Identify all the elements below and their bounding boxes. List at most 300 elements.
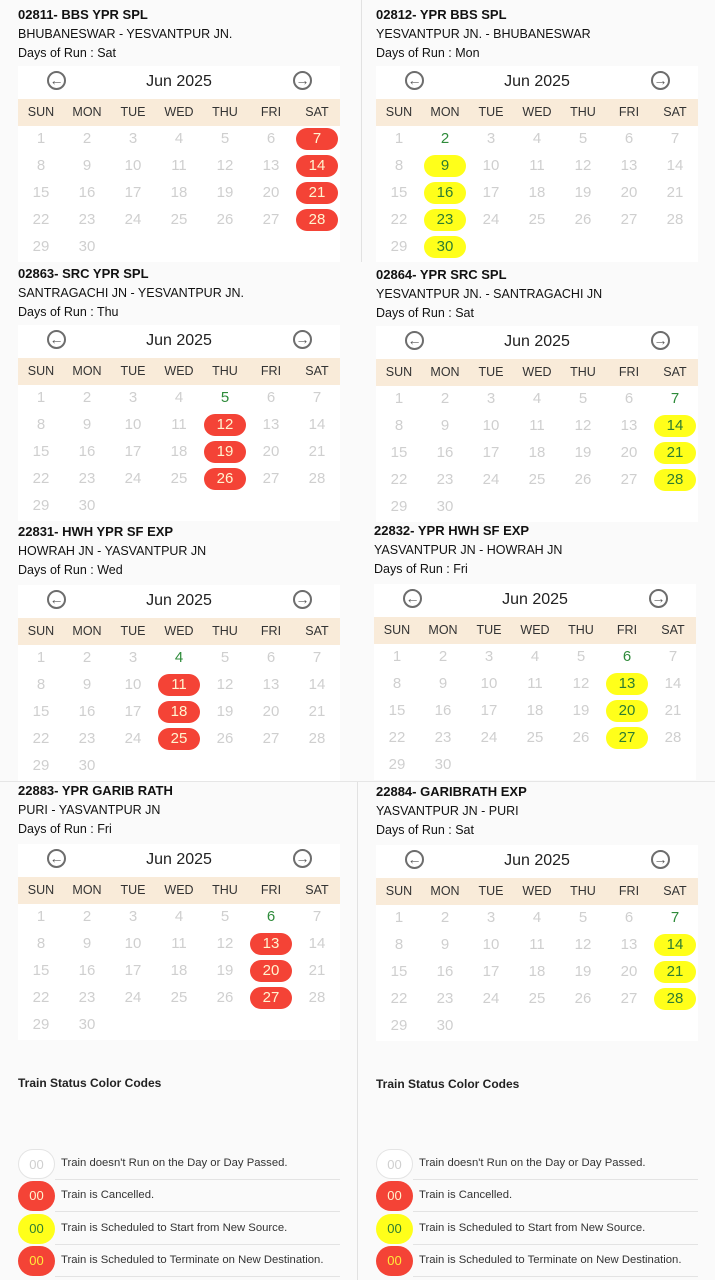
calendar-day[interactable]: 4: [530, 648, 540, 665]
calendar-day[interactable]: 6: [266, 908, 276, 925]
calendar-day[interactable]: 26: [574, 211, 592, 228]
previous-month-icon[interactable]: ←: [47, 71, 66, 90]
train-route: YESVANTPUR JN. - SANTRAGACHI JN: [376, 287, 603, 301]
calendar-day[interactable]: 24: [480, 729, 498, 746]
days-of-run: Days of Run : Wed: [18, 563, 123, 577]
calendar-day[interactable]: [202, 411, 248, 438]
calendar-day[interactable]: 20: [620, 963, 638, 980]
calendar-day[interactable]: [156, 725, 202, 752]
calendar-day[interactable]: 17: [124, 443, 142, 460]
calendar-day[interactable]: 2: [82, 908, 92, 925]
calendar-day[interactable]: 8: [394, 417, 404, 434]
calendar-day[interactable]: 4: [174, 389, 184, 406]
calendar-day[interactable]: 3: [486, 909, 496, 926]
calendar-day[interactable]: 23: [78, 730, 96, 747]
calendar-day[interactable]: 10: [480, 675, 498, 692]
calendar-day[interactable]: 28: [308, 470, 326, 487]
calendar-day[interactable]: 1: [36, 130, 46, 147]
calendar-day[interactable]: 30: [434, 756, 452, 773]
legend-text: Train is Scheduled to Start from New Source.: [61, 1222, 288, 1234]
calendar-day[interactable]: 7: [670, 909, 680, 926]
weekday-label: FRI: [618, 884, 640, 898]
calendar-day[interactable]: [604, 697, 650, 724]
calendar-day[interactable]: 25: [170, 470, 188, 487]
calendar-day[interactable]: 17: [482, 184, 500, 201]
previous-month-icon[interactable]: ←: [403, 589, 422, 608]
calendar-day[interactable]: 14: [308, 416, 326, 433]
calendar-day[interactable]: [294, 152, 340, 179]
calendar-day[interactable]: 20: [262, 703, 280, 720]
calendar-day[interactable]: 18: [528, 444, 546, 461]
calendar-day[interactable]: 16: [78, 443, 96, 460]
days-of-run: Days of Run : Sat: [376, 823, 474, 837]
calendar-day[interactable]: 8: [394, 936, 404, 953]
calendar-day[interactable]: 12: [574, 157, 592, 174]
calendar-day[interactable]: 6: [622, 648, 632, 665]
calendar-day[interactable]: 7: [668, 648, 678, 665]
calendar-day[interactable]: 29: [32, 238, 50, 255]
calendar-day[interactable]: 30: [436, 498, 454, 515]
calendar-day[interactable]: 12: [572, 675, 590, 692]
calendar-day[interactable]: 6: [266, 649, 276, 666]
previous-month-icon[interactable]: ←: [47, 330, 66, 349]
legend-swatch: 00: [18, 1181, 55, 1211]
calendar-day[interactable]: 28: [666, 211, 684, 228]
calendar-header: [18, 585, 340, 618]
calendar-day[interactable]: [156, 671, 202, 698]
calendar-day[interactable]: 19: [216, 703, 234, 720]
calendar-day[interactable]: 19: [574, 184, 592, 201]
calendar-day[interactable]: 5: [578, 909, 588, 926]
calendar-day[interactable]: 18: [528, 184, 546, 201]
calendar-day[interactable]: 10: [124, 157, 142, 174]
calendar-day[interactable]: [652, 439, 698, 466]
calendar-day[interactable]: 12: [216, 935, 234, 952]
calendar-day[interactable]: 29: [32, 757, 50, 774]
calendar-day[interactable]: 23: [78, 989, 96, 1006]
calendar-day[interactable]: 5: [220, 908, 230, 925]
calendar-day[interactable]: 11: [529, 936, 545, 953]
calendar-day[interactable]: 2: [82, 389, 92, 406]
calendar-day[interactable]: 11: [529, 157, 545, 174]
calendar-day[interactable]: 4: [174, 649, 184, 666]
calendar-day[interactable]: 4: [174, 908, 184, 925]
legend-text: Train is Scheduled to Terminate on New Destination.: [61, 1254, 324, 1266]
calendar-day[interactable]: [604, 670, 650, 697]
calendar-day[interactable]: 4: [532, 390, 542, 407]
weekday-label: FRI: [618, 105, 640, 119]
next-month-icon[interactable]: →: [293, 590, 312, 609]
calendar-day[interactable]: [294, 179, 340, 206]
calendar-day[interactable]: 4: [532, 130, 542, 147]
calendar-day[interactable]: 16: [78, 962, 96, 979]
calendar-day[interactable]: 19: [574, 963, 592, 980]
calendar-day[interactable]: 1: [36, 649, 46, 666]
calendar-day[interactable]: 17: [482, 444, 500, 461]
calendar-day[interactable]: 24: [124, 989, 142, 1006]
calendar-day[interactable]: 22: [32, 989, 50, 1006]
calendar-day[interactable]: 13: [262, 157, 280, 174]
calendar-day[interactable]: 21: [664, 702, 682, 719]
calendar-day[interactable]: 9: [82, 416, 92, 433]
calendar-day[interactable]: 24: [124, 211, 142, 228]
calendar-day[interactable]: 15: [388, 702, 406, 719]
month-calendar: [376, 326, 698, 522]
calendar-day[interactable]: 2: [440, 130, 450, 147]
calendar-day[interactable]: 18: [528, 963, 546, 980]
calendar-day[interactable]: 9: [82, 935, 92, 952]
cancelled-day-badge: 25: [158, 728, 200, 750]
calendar-day[interactable]: 7: [312, 908, 322, 925]
calendar-day[interactable]: 10: [124, 935, 142, 952]
calendar-day[interactable]: 27: [262, 730, 280, 747]
next-month-icon[interactable]: →: [649, 589, 668, 608]
calendar-day[interactable]: 3: [486, 390, 496, 407]
calendar-day[interactable]: 11: [171, 416, 187, 433]
calendar-day[interactable]: 7: [670, 130, 680, 147]
calendar-day[interactable]: 8: [394, 157, 404, 174]
calendar-day[interactable]: 13: [620, 936, 638, 953]
weekday-label: TUE: [120, 364, 146, 378]
calendar-day[interactable]: 14: [308, 935, 326, 952]
calendar-day[interactable]: 4: [532, 909, 542, 926]
calendar-day[interactable]: 16: [436, 963, 454, 980]
calendar-day[interactable]: 23: [78, 211, 96, 228]
new-source-day-badge: 27: [606, 727, 648, 749]
calendar-day[interactable]: 20: [262, 443, 280, 460]
calendar-day[interactable]: 2: [440, 909, 450, 926]
train-route: SANTRAGACHI JN - YESVANTPUR JN.: [18, 286, 244, 300]
calendar-day[interactable]: 25: [528, 471, 546, 488]
new-source-day-badge: 20: [606, 700, 648, 722]
calendar-day[interactable]: [422, 233, 468, 260]
legend-text: Train is Cancelled.: [419, 1189, 513, 1201]
calendar-day[interactable]: 15: [32, 443, 50, 460]
weekday-label: SUN: [27, 364, 55, 378]
calendar-day[interactable]: 29: [388, 756, 406, 773]
calendar-day[interactable]: 1: [36, 389, 46, 406]
calendar-day[interactable]: 7: [312, 649, 322, 666]
next-month-icon[interactable]: →: [293, 71, 312, 90]
calendar-day[interactable]: 3: [486, 130, 496, 147]
weekday-label: FRI: [260, 883, 282, 897]
month-calendar: [18, 844, 340, 1040]
calendar-day[interactable]: 26: [572, 729, 590, 746]
weekday-label: SAT: [663, 105, 687, 119]
calendar-day[interactable]: 12: [216, 676, 234, 693]
calendar-day[interactable]: 14: [308, 676, 326, 693]
weekday-label: WED: [164, 105, 194, 119]
calendar-day[interactable]: 20: [620, 444, 638, 461]
calendar-day[interactable]: 27: [620, 211, 638, 228]
weekday-header: [376, 359, 698, 386]
next-month-icon[interactable]: →: [293, 330, 312, 349]
train-name: 22832- YPR HWH SF EXP: [374, 523, 530, 538]
calendar-day[interactable]: 16: [436, 444, 454, 461]
calendar-day[interactable]: 5: [576, 648, 586, 665]
calendar-day[interactable]: 25: [526, 729, 544, 746]
month-calendar: [374, 584, 696, 780]
calendar-day[interactable]: [248, 984, 294, 1011]
calendar-day[interactable]: 10: [482, 157, 500, 174]
calendar-day[interactable]: 24: [482, 211, 500, 228]
calendar-day[interactable]: 16: [434, 702, 452, 719]
calendar-day[interactable]: 17: [124, 184, 142, 201]
calendar-day[interactable]: 16: [78, 703, 96, 720]
calendar-day[interactable]: 25: [170, 211, 188, 228]
calendar-day[interactable]: 23: [436, 990, 454, 1007]
calendar-day[interactable]: 22: [32, 470, 50, 487]
calendar-day[interactable]: 3: [128, 130, 138, 147]
next-month-icon[interactable]: →: [293, 849, 312, 868]
calendar-day[interactable]: 25: [170, 989, 188, 1006]
calendar-day[interactable]: 5: [578, 130, 588, 147]
calendar-day[interactable]: 9: [440, 417, 450, 434]
next-month-icon[interactable]: →: [651, 331, 670, 350]
calendar-day[interactable]: 27: [262, 211, 280, 228]
calendar-day[interactable]: [652, 958, 698, 985]
calendar-day[interactable]: [248, 957, 294, 984]
calendar-day[interactable]: [422, 179, 468, 206]
calendar-day[interactable]: 8: [392, 675, 402, 692]
calendar-day[interactable]: 6: [266, 130, 276, 147]
calendar-day[interactable]: 2: [82, 130, 92, 147]
calendar-day[interactable]: 2: [82, 649, 92, 666]
calendar-day[interactable]: 28: [664, 729, 682, 746]
calendar-day[interactable]: 15: [390, 184, 408, 201]
calendar-day[interactable]: [422, 206, 468, 233]
calendar-day[interactable]: [156, 698, 202, 725]
calendar-day[interactable]: 12: [574, 936, 592, 953]
calendar-day[interactable]: 21: [666, 184, 684, 201]
calendar-day[interactable]: 30: [78, 757, 96, 774]
column-divider: [361, 0, 362, 262]
calendar-day[interactable]: 3: [128, 908, 138, 925]
calendar-day[interactable]: 10: [482, 417, 500, 434]
calendar-day[interactable]: 27: [262, 470, 280, 487]
calendar-day[interactable]: 24: [482, 990, 500, 1007]
calendar-day[interactable]: [202, 438, 248, 465]
calendar-day[interactable]: 24: [124, 730, 142, 747]
calendar-day[interactable]: 1: [392, 648, 402, 665]
calendar-day[interactable]: [652, 466, 698, 493]
calendar-day[interactable]: 18: [170, 184, 188, 201]
calendar-day[interactable]: 9: [440, 936, 450, 953]
calendar-day[interactable]: 6: [624, 909, 634, 926]
calendar-day[interactable]: 17: [124, 962, 142, 979]
calendar-day[interactable]: 9: [82, 676, 92, 693]
calendar-day[interactable]: 1: [394, 909, 404, 926]
calendar-day[interactable]: 8: [36, 676, 46, 693]
calendar-day[interactable]: 18: [526, 702, 544, 719]
calendar-day[interactable]: 18: [170, 962, 188, 979]
calendar-day[interactable]: 29: [390, 1017, 408, 1034]
calendar-day[interactable]: 2: [438, 648, 448, 665]
calendar-day[interactable]: 30: [78, 497, 96, 514]
calendar-day[interactable]: 16: [78, 184, 96, 201]
calendar-day[interactable]: 17: [124, 703, 142, 720]
calendar-day[interactable]: 21: [308, 703, 326, 720]
calendar-day[interactable]: 29: [32, 1016, 50, 1033]
calendar-day[interactable]: 23: [436, 471, 454, 488]
calendar-day[interactable]: 2: [440, 390, 450, 407]
previous-month-icon[interactable]: ←: [47, 590, 66, 609]
calendar-day[interactable]: 5: [220, 389, 230, 406]
cancelled-day-badge: 21: [296, 182, 338, 204]
calendar-day[interactable]: 29: [390, 238, 408, 255]
calendar-day[interactable]: 30: [78, 238, 96, 255]
calendar-day[interactable]: 8: [36, 935, 46, 952]
train-route: HOWRAH JN - YASVANTPUR JN: [18, 544, 207, 558]
train-name: 02811- BBS YPR SPL: [18, 7, 148, 22]
calendar-day[interactable]: 9: [82, 157, 92, 174]
calendar-day[interactable]: 25: [528, 211, 546, 228]
calendar-day[interactable]: [248, 930, 294, 957]
calendar-day[interactable]: 10: [124, 416, 142, 433]
calendar-day[interactable]: 14: [666, 157, 684, 174]
calendar-day[interactable]: 26: [574, 990, 592, 1007]
calendar-day[interactable]: 11: [529, 417, 545, 434]
calendar-day[interactable]: [294, 125, 340, 152]
calendar-day[interactable]: 15: [390, 444, 408, 461]
next-month-icon[interactable]: →: [651, 71, 670, 90]
calendar-day[interactable]: 19: [572, 702, 590, 719]
calendar-day[interactable]: 27: [620, 990, 638, 1007]
calendar-day[interactable]: [652, 985, 698, 1012]
calendar-day[interactable]: 5: [578, 390, 588, 407]
calendar-day[interactable]: 23: [434, 729, 452, 746]
calendar-day[interactable]: 23: [78, 470, 96, 487]
previous-month-icon[interactable]: ←: [405, 71, 424, 90]
calendar-day[interactable]: 6: [266, 389, 276, 406]
calendar-day[interactable]: 18: [170, 443, 188, 460]
next-month-icon[interactable]: →: [651, 850, 670, 869]
new-source-day-badge: 21: [654, 442, 696, 464]
calendar-day[interactable]: 22: [390, 990, 408, 1007]
weekday-label: MON: [428, 623, 458, 637]
calendar-day[interactable]: 24: [482, 471, 500, 488]
calendar-day[interactable]: 22: [32, 730, 50, 747]
calendar-day[interactable]: 8: [36, 157, 46, 174]
weekday-label: TUE: [478, 884, 504, 898]
calendar-day[interactable]: 5: [220, 649, 230, 666]
calendar-day[interactable]: 22: [390, 211, 408, 228]
train-route: BHUBANESWAR - YESVANTPUR JN.: [18, 27, 233, 41]
calendar-day[interactable]: 20: [620, 184, 638, 201]
calendar-day[interactable]: [604, 724, 650, 751]
calendar-day[interactable]: 13: [620, 417, 638, 434]
calendar-day[interactable]: 25: [528, 990, 546, 1007]
previous-month-icon[interactable]: ←: [405, 850, 424, 869]
calendar-day[interactable]: 9: [438, 675, 448, 692]
calendar-day[interactable]: 6: [624, 130, 634, 147]
calendar-day[interactable]: 26: [574, 471, 592, 488]
calendar-day[interactable]: 30: [78, 1016, 96, 1033]
calendar-day[interactable]: 26: [216, 211, 234, 228]
calendar-day[interactable]: 29: [32, 497, 50, 514]
days-of-run: Days of Run : Thu: [18, 305, 119, 319]
previous-month-icon[interactable]: ←: [405, 331, 424, 350]
calendar-day[interactable]: 3: [128, 649, 138, 666]
calendar-day[interactable]: 19: [216, 962, 234, 979]
calendar-day[interactable]: 22: [388, 729, 406, 746]
calendar-day[interactable]: [422, 152, 468, 179]
calendar-day[interactable]: 26: [216, 730, 234, 747]
train-route: YASVANTPUR JN - PURI: [376, 804, 519, 818]
calendar-day[interactable]: 7: [312, 389, 322, 406]
calendar-day[interactable]: 10: [124, 676, 142, 693]
calendar-day[interactable]: 15: [32, 962, 50, 979]
train-card: [376, 7, 698, 262]
calendar-day[interactable]: 21: [308, 962, 326, 979]
calendar-day[interactable]: 20: [262, 184, 280, 201]
calendar-day[interactable]: 26: [216, 989, 234, 1006]
calendar-day[interactable]: 28: [308, 730, 326, 747]
calendar-day[interactable]: 24: [124, 470, 142, 487]
calendar-day[interactable]: 30: [436, 1017, 454, 1034]
calendar-header: [18, 844, 340, 877]
legend-text: Train doesn't Run on the Day or Day Passed.: [419, 1157, 646, 1169]
calendar-day[interactable]: [652, 931, 698, 958]
calendar-day[interactable]: 11: [171, 935, 187, 952]
calendar-day[interactable]: 12: [216, 157, 234, 174]
train-name: 22831- HWH YPR SF EXP: [18, 524, 174, 539]
calendar-day[interactable]: 19: [216, 184, 234, 201]
calendar-day[interactable]: 7: [670, 390, 680, 407]
new-source-day-badge: 28: [654, 988, 696, 1010]
calendar-day[interactable]: 17: [482, 963, 500, 980]
month-title: Jun 2025: [146, 592, 212, 609]
calendar-day[interactable]: 15: [390, 963, 408, 980]
calendar-day[interactable]: 8: [36, 416, 46, 433]
calendar-day[interactable]: 28: [308, 989, 326, 1006]
calendar-day[interactable]: 3: [128, 389, 138, 406]
calendar-day[interactable]: 3: [484, 648, 494, 665]
calendar-day[interactable]: 13: [620, 157, 638, 174]
calendar-day[interactable]: 14: [664, 675, 682, 692]
calendar-day[interactable]: 6: [624, 390, 634, 407]
calendar-day[interactable]: 27: [620, 471, 638, 488]
calendar-day[interactable]: [202, 465, 248, 492]
calendar-header: [18, 66, 340, 99]
calendar-day[interactable]: 13: [262, 416, 280, 433]
calendar-day[interactable]: 13: [262, 676, 280, 693]
weekday-label: SUN: [27, 105, 55, 119]
calendar-day[interactable]: 11: [171, 157, 187, 174]
calendar-day[interactable]: 29: [390, 498, 408, 515]
weekday-label: SAT: [305, 105, 329, 119]
previous-month-icon[interactable]: ←: [47, 849, 66, 868]
calendar-day[interactable]: 1: [394, 130, 404, 147]
calendar-day[interactable]: 22: [32, 211, 50, 228]
calendar-day[interactable]: 1: [36, 908, 46, 925]
calendar-day[interactable]: 22: [390, 471, 408, 488]
calendar-day[interactable]: 11: [527, 675, 543, 692]
calendar-day[interactable]: [652, 412, 698, 439]
calendar-day[interactable]: 1: [394, 390, 404, 407]
legend-item: [18, 1245, 340, 1277]
calendar-day[interactable]: 12: [574, 417, 592, 434]
calendar-day[interactable]: 10: [482, 936, 500, 953]
calendar-day[interactable]: 17: [480, 702, 498, 719]
calendar-day[interactable]: [294, 206, 340, 233]
calendar-day[interactable]: 5: [220, 130, 230, 147]
calendar-day[interactable]: 15: [32, 703, 50, 720]
calendar-day[interactable]: 15: [32, 184, 50, 201]
calendar-day[interactable]: 19: [574, 444, 592, 461]
calendar-day[interactable]: 21: [308, 443, 326, 460]
calendar-day[interactable]: 4: [174, 130, 184, 147]
